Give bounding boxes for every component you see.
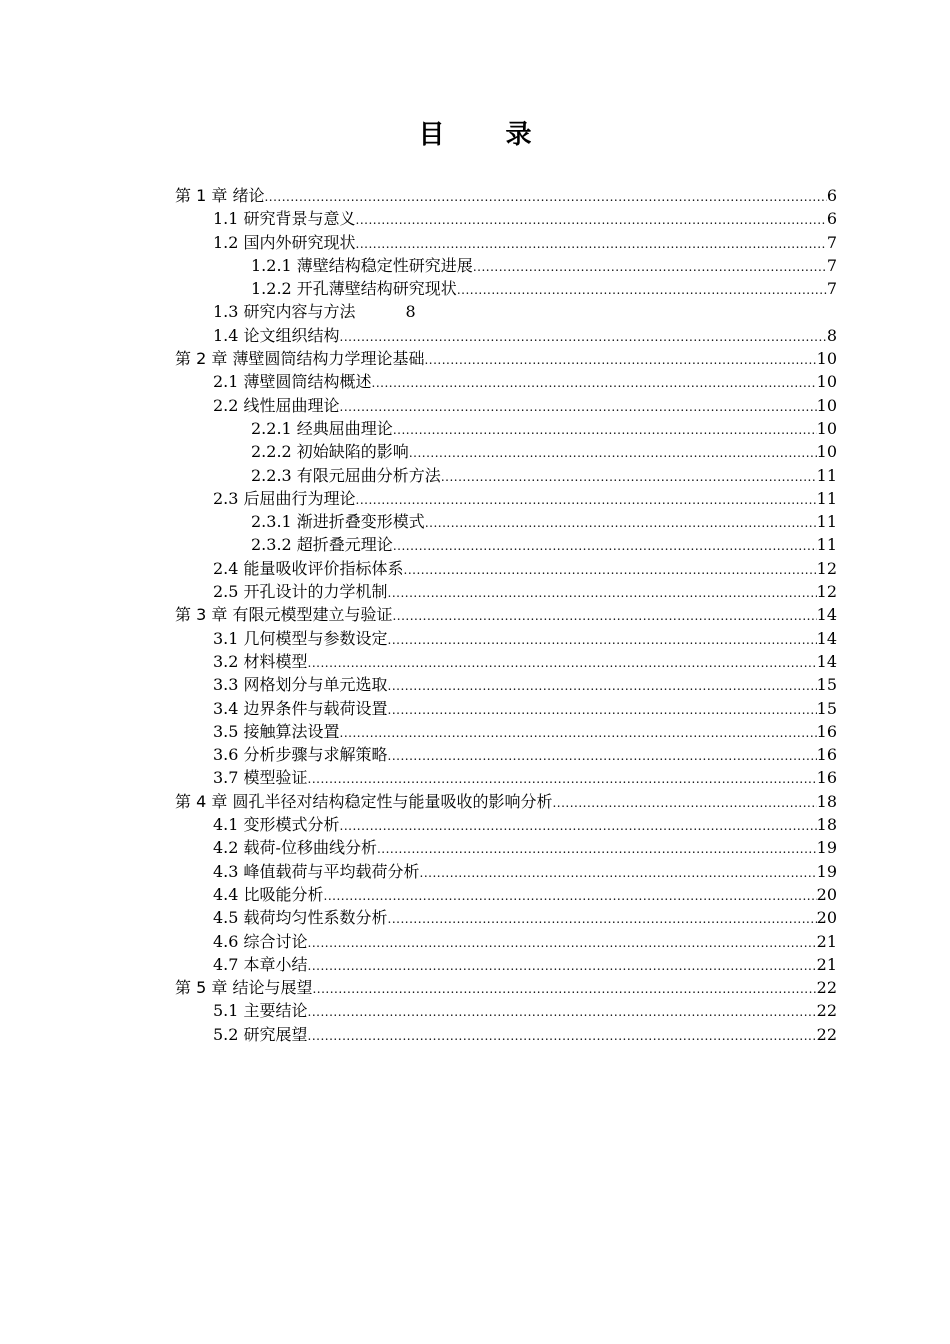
toc-leader-dots: [340, 326, 827, 349]
toc-entry-label: 1.1 研究背景与意义: [213, 209, 356, 229]
toc-entry-label: 2.3.2 超折叠元理论: [251, 535, 393, 555]
toc-leader-dots: [388, 675, 817, 698]
toc-leader-dots: [392, 605, 816, 628]
toc-entry-label: 第 2 章 薄壁圆筒结构力学理论基础: [175, 349, 425, 369]
toc-entry-page-number: 6: [826, 186, 837, 205]
toc-entry-label: 第 1 章 绪论: [175, 186, 265, 205]
toc-entry-page-number: 22: [816, 1001, 837, 1021]
page-title: 目 录: [418, 120, 558, 150]
toc-entry[interactable]: [175, 813, 837, 836]
toc-entry[interactable]: [175, 860, 837, 883]
toc-entry[interactable]: [175, 184, 837, 207]
toc-entry[interactable]: [175, 394, 837, 417]
toc-entry-label: 5.1 主要结论: [213, 1001, 308, 1021]
toc-entry-label: 3.1 几何模型与参数设定: [213, 628, 388, 648]
toc-entry[interactable]: [175, 347, 837, 370]
toc-leader-dots: [324, 885, 817, 908]
toc-entry-page-number: 22: [816, 1024, 837, 1044]
toc-leader-dots: [388, 629, 817, 652]
toc-entry[interactable]: [175, 300, 837, 323]
toc-entry-page-number: 18: [816, 791, 837, 811]
toc-entry[interactable]: [175, 533, 837, 556]
toc-leader-dots: [409, 442, 817, 465]
toc-entry-label: 4.5 载荷均匀性系数分析: [213, 908, 388, 928]
toc-entry-page-number: 20: [816, 884, 837, 904]
toc-entry-page-number: 12: [816, 558, 837, 578]
toc-entry-page-number: 8: [826, 325, 837, 345]
toc-entry-page-number: 14: [816, 605, 837, 625]
toc-entry-page-number: 21: [816, 954, 837, 974]
toc-entry-label: 2.2.3 有限元屈曲分析方法: [251, 465, 441, 485]
toc-entry-page-number: 16: [816, 768, 837, 788]
toc-entry[interactable]: [175, 417, 837, 440]
toc-entry-label: 1.3 研究内容与方法: [213, 302, 356, 322]
toc-leader-dots: [425, 512, 817, 535]
toc-entry-page-number: 16: [816, 721, 837, 741]
toc-entry-page-number: 14: [816, 651, 837, 671]
toc-entry[interactable]: [175, 836, 837, 859]
toc-entry[interactable]: [175, 766, 837, 789]
toc-entry[interactable]: [175, 277, 837, 300]
toc-entry[interactable]: [175, 720, 837, 743]
toc-entry-label: 4.1 变形模式分析: [213, 815, 340, 835]
toc-leader-dots: [404, 559, 817, 582]
toc-leader-dots: [356, 489, 817, 512]
toc-entry-label: 1.2 国内外研究现状: [213, 232, 356, 252]
toc-entry-page-number: 10: [816, 442, 837, 462]
toc-leader-dots: [388, 582, 817, 605]
toc-entry-page-number: 18: [816, 815, 837, 835]
toc-entry-label: 2.3 后屈曲行为理论: [213, 488, 356, 508]
toc-entry-page-number: 10: [816, 349, 837, 369]
toc-entry[interactable]: [175, 906, 837, 929]
toc-leader-dots: [312, 978, 816, 1001]
toc-entry-page-number: 7: [826, 279, 837, 299]
toc-entry-page-number: 11: [816, 535, 837, 555]
toc-entry-label: 1.2.1 薄壁结构稳定性研究进展: [251, 255, 473, 275]
toc-entry[interactable]: [175, 440, 837, 463]
toc-entry[interactable]: [175, 510, 837, 533]
toc-entry-page-number: 10: [816, 395, 837, 415]
toc-entry[interactable]: [175, 1023, 837, 1046]
toc-entry[interactable]: [175, 673, 837, 696]
toc-entry-page-number: 16: [816, 745, 837, 765]
toc-entry-label: 2.4 能量吸收评价指标体系: [213, 558, 404, 578]
toc-entry[interactable]: [175, 370, 837, 393]
toc-entry-label: 3.4 边界条件与载荷设置: [213, 698, 388, 718]
toc-entry-label: 4.6 综合讨论: [213, 931, 308, 951]
toc-entry-page-number: 15: [816, 698, 837, 718]
toc-leader-dots: [424, 349, 816, 372]
toc-entry-page-number: 6: [826, 209, 837, 229]
toc-leader-dots: [552, 792, 816, 815]
toc-entry-label: 2.3.1 渐进折叠变形模式: [251, 512, 425, 532]
toc-entry-label: 2.2 线性屈曲理论: [213, 395, 340, 415]
toc-entry[interactable]: [175, 603, 837, 626]
toc-entry-page-number: 21: [816, 931, 837, 951]
toc-entry-page-number: 8: [405, 302, 416, 322]
toc-entry-page-number: 19: [816, 861, 837, 881]
toc-entry-label: 4.7 本章小结: [213, 954, 308, 974]
toc-entry[interactable]: [175, 930, 837, 953]
toc-entry[interactable]: [175, 464, 837, 487]
toc-leader-dots: [393, 419, 817, 442]
toc-entry[interactable]: [175, 883, 837, 906]
toc-leader-dots: [473, 256, 827, 279]
toc-entry[interactable]: [175, 650, 837, 673]
toc-entry-label: 1.4 论文组织结构: [213, 325, 340, 345]
toc-entry[interactable]: [175, 953, 837, 976]
toc-leader-dots: [264, 186, 826, 209]
toc-entry[interactable]: [175, 999, 837, 1022]
toc-entry-label: 3.5 接触算法设置: [213, 721, 340, 741]
toc-entry[interactable]: [175, 324, 837, 347]
toc-entry-label: 3.6 分析步骤与求解策略: [213, 745, 388, 765]
toc-entry[interactable]: [175, 207, 837, 230]
toc-entry[interactable]: [175, 487, 837, 510]
toc-entry-label: 2.1 薄壁圆筒结构概述: [213, 372, 372, 392]
toc-entry-label: 5.2 研究展望: [213, 1024, 308, 1044]
toc-leader-dots: [372, 372, 817, 395]
toc-entry[interactable]: [175, 231, 837, 254]
toc-entry[interactable]: [175, 697, 837, 720]
toc-leader-dots: [388, 699, 817, 722]
table-of-contents: [175, 184, 837, 1046]
toc-entry[interactable]: [175, 580, 837, 603]
toc-entry-page-number: 10: [816, 372, 837, 392]
toc-entry-label: 第 3 章 有限元模型建立与验证: [175, 605, 393, 625]
toc-entry[interactable]: [175, 743, 837, 766]
toc-leader-dots: [356, 209, 827, 232]
toc-leader-dots: [308, 1001, 817, 1024]
toc-entry-page-number: 11: [816, 512, 837, 532]
toc-leader-dots: [308, 955, 817, 978]
toc-leader-dots: [308, 652, 817, 675]
toc-entry-label: 3.7 模型验证: [213, 768, 308, 788]
toc-leader-dots: [377, 838, 817, 861]
toc-entry[interactable]: [175, 976, 837, 999]
toc-leader-dots: [441, 466, 817, 489]
toc-entry-label: 第 5 章 结论与展望: [175, 978, 313, 998]
toc-entry-label: 2.2.1 经典屈曲理论: [251, 418, 393, 438]
toc-entry-label: 3.2 材料模型: [213, 651, 308, 671]
toc-entry[interactable]: [175, 627, 837, 650]
toc-entry-label: 4.2 载荷-位移曲线分析: [213, 838, 377, 858]
toc-entry-page-number: 10: [816, 418, 837, 438]
toc-entry[interactable]: [175, 557, 837, 580]
toc-entry-page-number: 19: [816, 838, 837, 858]
toc-leader-dots: [420, 862, 817, 885]
toc-entry-label: 4.3 峰值载荷与平均载荷分析: [213, 861, 420, 881]
toc-entry[interactable]: [175, 790, 837, 813]
toc-entry-page-number: 14: [816, 628, 837, 648]
toc-entry-page-number: 15: [816, 675, 837, 695]
toc-entry-label: 第 4 章 圆孔半径对结构稳定性与能量吸收的影响分析: [175, 791, 553, 811]
toc-leader-dots: [356, 233, 827, 256]
toc-entry-page-number: 20: [816, 908, 837, 928]
toc-entry-label: 1.2.2 开孔薄壁结构研究现状: [251, 279, 457, 299]
toc-leader-dots: [308, 768, 817, 791]
toc-leader-dots: [457, 279, 827, 302]
toc-entry-label: 2.2.2 初始缺陷的影响: [251, 442, 409, 462]
toc-entry-label: 2.5 开孔设计的力学机制: [213, 582, 388, 602]
toc-leader-dots: [340, 396, 817, 419]
toc-entry-page-number: 11: [816, 488, 837, 508]
toc-entry-label: 4.4 比吸能分析: [213, 884, 324, 904]
toc-leader-dots: [393, 535, 817, 558]
toc-leader-dots: [388, 745, 817, 768]
toc-entry-page-number: 7: [826, 255, 837, 275]
toc-leader-dots: [308, 1025, 817, 1048]
toc-entry-page-number: 12: [816, 582, 837, 602]
toc-leader-dots: [340, 722, 817, 745]
toc-leader-dots: [308, 932, 817, 955]
toc-leader-dots: [388, 908, 817, 931]
toc-entry[interactable]: [175, 254, 837, 277]
toc-entry-page-number: 11: [816, 465, 837, 485]
toc-entry-page-number: 7: [826, 232, 837, 252]
toc-entry-page-number: 22: [816, 978, 837, 998]
toc-leader-dots: [340, 815, 817, 838]
toc-entry-label: 3.3 网格划分与单元选取: [213, 675, 388, 695]
